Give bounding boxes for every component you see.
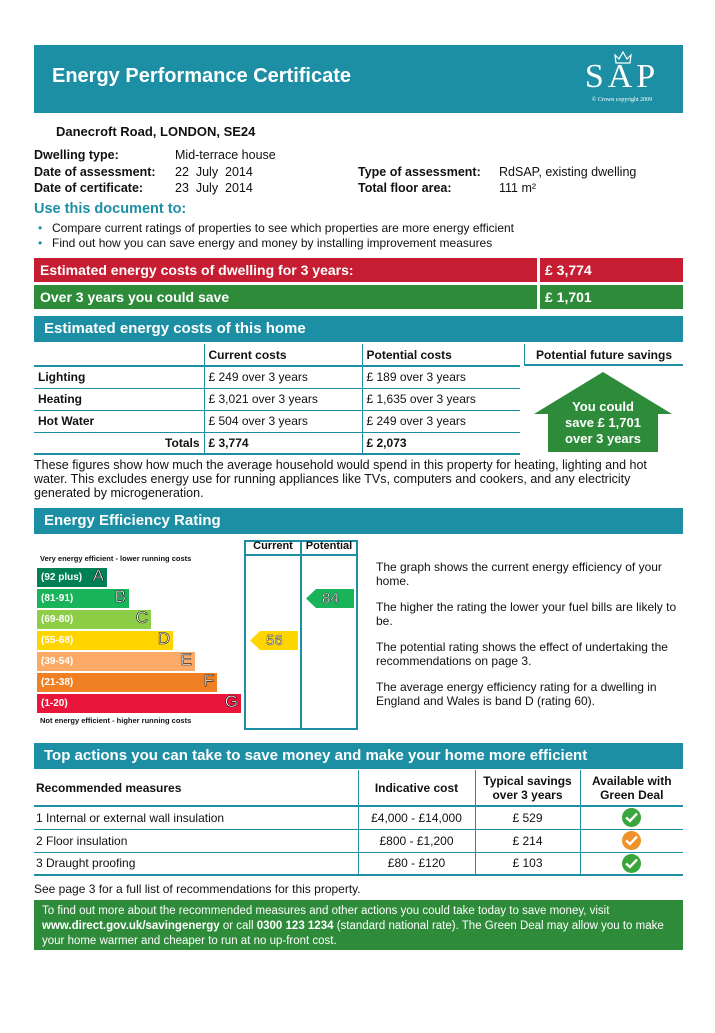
table-row [34, 410, 520, 432]
footer-text: or call [219, 920, 257, 932]
band-range: (21-38) [41, 677, 74, 688]
footer-text: To find out more about the recommended measures and other actions you could take today to save money, visit [42, 905, 610, 917]
type-assessment-value: RdSAP, existing dwelling [499, 165, 637, 179]
totals-row [34, 432, 520, 454]
band-range: (55-68) [41, 635, 74, 646]
typical-savings: £ 103 [475, 852, 580, 875]
measure-name: 3 Draught proofing [34, 852, 358, 875]
check-icon [622, 854, 641, 873]
current-column-header: Current [253, 540, 293, 552]
potential-cost: £ 1,635 over 3 years [362, 388, 520, 410]
section-title: Energy Efficiency Rating [44, 512, 221, 529]
table-header-potential: Potential costs [362, 344, 520, 366]
band-letter: C [135, 608, 148, 627]
actions-section-heading [34, 743, 683, 769]
eer-paragraph: The graph shows the current energy efficiency of your home. [376, 560, 662, 588]
costs-note: These figures show how much the average household would spend in this property for heating, lighting and hot water. This excludes energy use for running appliances like TVs, computers and cookers, and any electricity generated by microgeneration. [34, 458, 647, 500]
band-letter: D [157, 629, 170, 648]
row-label: Hot Water [34, 410, 204, 432]
indicative-cost: £80 - £120 [358, 852, 475, 875]
type-assessment-label: Type of assessment: [358, 165, 481, 179]
header-green-deal: Available with Green Deal [580, 770, 683, 806]
list-item: • Find out how you can save energy and money by installing improvement measures [38, 236, 514, 251]
row-label: Heating [34, 388, 204, 410]
band-range: (69-80) [41, 614, 74, 625]
table-row [34, 829, 683, 852]
current-cost: £ 504 over 3 years [204, 410, 362, 432]
property-address: Danecroft Road, LONDON, SE24 [56, 124, 256, 139]
indicative-cost: £800 - £1,200 [358, 829, 475, 852]
rating-band-f [37, 673, 217, 692]
potential-rating-value: 84 [322, 590, 339, 607]
band-letter: A [92, 566, 104, 585]
dwelling-type-label: Dwelling type: [34, 148, 119, 162]
row-label: Lighting [34, 366, 204, 388]
crown-icon [614, 51, 632, 65]
estimated-costs-label: Estimated energy costs of dwelling for 3 years: [40, 262, 354, 278]
footer-info [34, 900, 683, 950]
certificate-header [34, 45, 683, 113]
house-savings-text [534, 399, 672, 447]
check-icon [622, 831, 641, 850]
estimated-costs-bar [34, 258, 683, 282]
indicative-cost: £4,000 - £14,000 [358, 806, 475, 829]
table-row [34, 388, 520, 410]
see-page-note: See page 3 for a full list of recommendations for this property. [34, 882, 361, 896]
footer-text: (standard national rate). The Green Deal may allow you to make your home warmer and cheaper to run at no up-front cost. [42, 920, 664, 947]
potential-column-header: Potential [305, 540, 353, 552]
energy-costs-table [34, 344, 520, 455]
phone-number: 0300 123 1234 [256, 920, 334, 932]
page-title: Energy Performance Certificate [52, 65, 352, 87]
date-certificate-label: Date of certificate: [34, 181, 144, 195]
totals-current: £ 3,774 [204, 432, 362, 454]
eer-top-note: Very energy efficient - lower running costs [40, 554, 192, 563]
potential-column [300, 540, 358, 730]
band-letter: G [224, 692, 238, 711]
estimated-costs-value: £ 3,774 [545, 262, 592, 278]
section-title: Estimated energy costs of this home [44, 320, 306, 337]
band-letter: F [203, 671, 214, 690]
rating-band-b [37, 589, 129, 608]
potential-cost: £ 189 over 3 years [362, 366, 520, 388]
eer-chart [34, 540, 359, 730]
date-assessment-label: Date of assessment: [34, 165, 156, 179]
rating-band-d [37, 631, 173, 650]
dwelling-type-value: Mid-terrace house [175, 148, 276, 162]
floor-area-label: Total floor area: [358, 181, 452, 195]
measure-name: 2 Floor insulation [34, 829, 358, 852]
eer-explanation [376, 560, 682, 720]
savingenergy-link[interactable]: www.direct.gov.uk/savingenergy [42, 920, 220, 932]
date-certificate-value: 23 July 2014 [175, 181, 253, 195]
check-icon [622, 808, 641, 827]
savings-line: over 3 years [565, 431, 641, 446]
typical-savings: £ 529 [475, 806, 580, 829]
list-item: • Compare current ratings of properties to see which properties are more energy efficient [38, 221, 514, 236]
section-title: Top actions you can take to save money and make your home more efficient [44, 747, 588, 764]
rating-band-a [37, 568, 107, 587]
header-savings: Typical savings over 3 years [475, 770, 580, 806]
totals-label: Totals [34, 432, 204, 454]
current-cost: £ 3,021 over 3 years [204, 388, 362, 410]
rating-band-e [37, 652, 195, 671]
potential-cost: £ 249 over 3 years [362, 410, 520, 432]
actions-table [34, 770, 683, 876]
eer-paragraph: The higher the rating the lower your fuel bills are likely to be. [376, 600, 677, 628]
current-rating-arrow [250, 631, 298, 650]
date-assessment-value: 22 July 2014 [175, 165, 253, 179]
header-measures: Recommended measures [34, 770, 358, 806]
current-rating-value: 56 [266, 632, 283, 649]
use-document-list [38, 221, 514, 251]
typical-savings: £ 214 [475, 829, 580, 852]
band-range: (39-54) [41, 656, 74, 667]
band-range: (1-20) [41, 698, 68, 709]
band-range: (81-91) [41, 593, 74, 604]
eer-paragraph: The potential rating shows the effect of undertaking the recommendations on page 3. [376, 640, 668, 668]
table-header-current: Current costs [204, 344, 362, 366]
totals-potential: £ 2,073 [362, 432, 520, 454]
savings-value: £ 1,701 [545, 289, 592, 305]
savings-label: Over 3 years you could save [40, 289, 230, 305]
table-row [34, 366, 520, 388]
rating-band-g [37, 694, 241, 713]
crown-copyright: © Crown copyright 2009 [591, 97, 653, 103]
potential-savings-header: Potential future savings [524, 344, 683, 366]
current-cost: £ 249 over 3 years [204, 366, 362, 388]
savings-line: save £ 1,701 [565, 415, 641, 430]
table-row [34, 852, 683, 875]
eer-section-heading [34, 508, 683, 534]
eer-paragraph: The average energy efficiency rating for a dwelling in England and Wales is band D (rating 60). [376, 680, 657, 708]
sap-logo [577, 51, 667, 109]
table-row [34, 806, 683, 829]
table-header [34, 344, 204, 366]
header-cost: Indicative cost [358, 770, 475, 806]
savings-line: You could [572, 399, 634, 414]
band-letter: E [180, 650, 192, 669]
floor-area-value: 111 m² [499, 181, 537, 195]
potential-rating-arrow [306, 589, 354, 608]
sap-logo-text: SAP [584, 58, 660, 95]
measure-name: 1 Internal or external wall insulation [34, 806, 358, 829]
band-range: (92 plus) [41, 572, 83, 583]
eer-bottom-note: Not energy efficient - higher running costs [40, 716, 192, 725]
savings-bar [34, 285, 683, 309]
use-document-heading: Use this document to: [34, 201, 187, 217]
rating-band-c [37, 610, 151, 629]
costs-section-heading [34, 316, 683, 342]
band-letter: B [114, 587, 126, 606]
